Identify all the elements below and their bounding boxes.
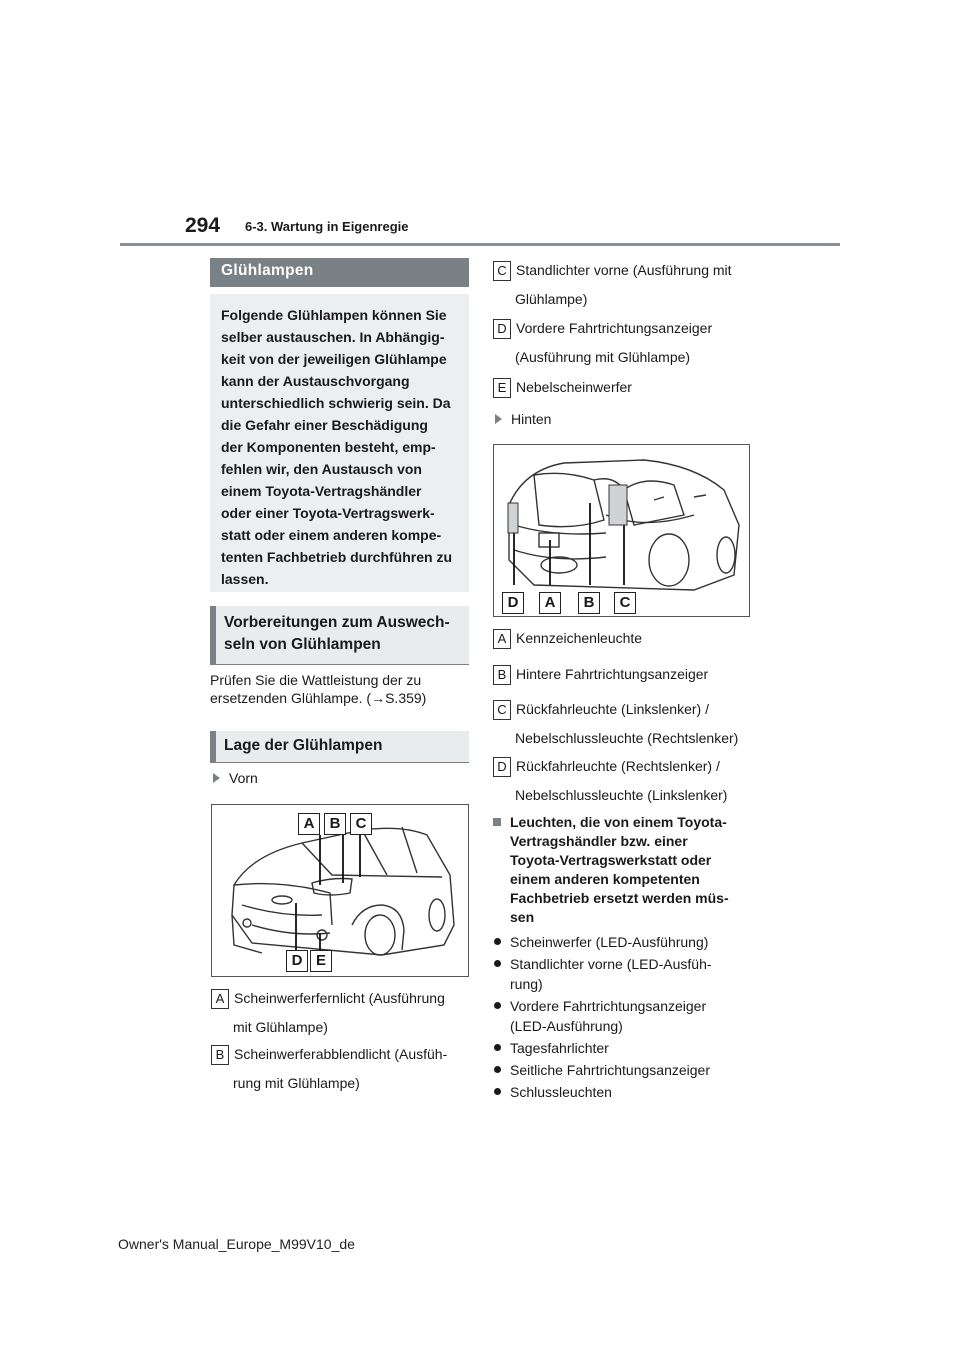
letter-badge: A: [493, 629, 511, 649]
letter-badge: B: [493, 665, 511, 685]
bullet-dot-icon: [494, 1066, 501, 1073]
letter-badge: A: [211, 989, 229, 1009]
front-item-e: E Nebelscheinwerfer: [493, 373, 755, 402]
footer-text: Owner's Manual_Europe_M99V10_de: [118, 1236, 355, 1252]
figure-label-e: E: [310, 950, 332, 972]
letter-badge: D: [493, 757, 511, 777]
dealer-heading: Leuchten, die von einem Toyota- Vertragshändler bzw. einer Toyota-Vertragswerkstatt oder einem anderen kompetenten Fachbetrieb ersetzt werden müs- sen: [490, 813, 775, 927]
front-item-a: A Scheinwerferfernlicht (Ausführung mit Glühlampe): [211, 984, 473, 1042]
list-item: Tagesfahrlichter: [490, 1038, 755, 1058]
intro-line: keit von der jeweiligen Glühlampe: [221, 351, 447, 367]
prep-line: ersetzenden Glühlampe. (→S.359): [210, 690, 427, 706]
figure-label-b: B: [578, 592, 600, 614]
dealer-list: [490, 932, 755, 1104]
bullet-dot-icon: [494, 938, 501, 945]
rear-item-b: B Hintere Fahrtrichtungsanzeiger: [493, 660, 755, 689]
page-number: 294: [185, 214, 221, 237]
list-item: Seitliche Fahrtrichtungsanzeiger: [490, 1060, 755, 1080]
prep-text: [210, 671, 470, 707]
intro-line: statt oder einem anderen kompe-: [221, 527, 442, 543]
rear-item-c: C Rückfahrleuchte (Linkslenker) / Nebelschlussleuchte (Rechtslenker): [493, 695, 755, 753]
rear-car-figure: [493, 444, 750, 617]
intro-line: die Gefahr einer Beschädigung: [221, 417, 428, 433]
intro-line: kann der Austauschvorgang: [221, 373, 410, 389]
rear-label: Hinten: [495, 410, 551, 428]
intro-line: unterschiedlich schwierig sein. Da: [221, 395, 451, 411]
front-car-figure: [211, 804, 469, 977]
heading-underline: [210, 762, 469, 763]
heading-gluehlampen: Glühlampen: [210, 258, 469, 287]
heading-line: seln von Glühlampen: [224, 636, 381, 653]
bullet-dot-icon: [494, 1002, 501, 1009]
bullet-dot-icon: [494, 1088, 501, 1095]
figure-label-c: C: [350, 813, 372, 835]
intro-line: fehlen wir, den Austausch von: [221, 461, 422, 477]
letter-badge: B: [211, 1045, 229, 1065]
heading-line: Vorbereitungen zum Auswech-: [224, 614, 450, 631]
letter-badge: D: [493, 319, 511, 339]
intro-line: der Komponenten besteht, emp-: [221, 439, 436, 455]
list-item: Schlussleuchten: [490, 1082, 755, 1102]
front-item-b: B Scheinwerferabblendlicht (Ausfüh- rung mit Glühlampe): [211, 1040, 473, 1098]
triangle-bullet-icon: [213, 773, 220, 783]
heading-underline: [210, 664, 469, 665]
list-item: Standlichter vorne (LED-Ausfüh- rung): [490, 954, 755, 994]
intro-line: tenten Fachbetrieb durchführen zu: [221, 549, 453, 565]
prep-line: Prüfen Sie die Wattleistung der zu: [210, 672, 422, 688]
figure-label-a: A: [539, 592, 561, 614]
rear-car-drawing: [494, 445, 749, 616]
square-bullet-icon: [493, 818, 501, 826]
front-item-c: C Standlichter vorne (Ausführung mit Glühlampe): [493, 256, 755, 314]
letter-badge: E: [493, 378, 511, 398]
figure-label-c: C: [614, 592, 636, 614]
figure-label-a: A: [298, 813, 320, 835]
intro-line: Folgende Glühlampen können Sie: [221, 307, 447, 323]
intro-line: oder einer Toyota-Vertragswerk-: [221, 505, 435, 521]
header-rule: [120, 243, 840, 246]
rear-item-d: D Rückfahrleuchte (Rechtslenker) / Nebelschlussleuchte (Linkslenker): [493, 752, 755, 810]
intro-panel: [210, 294, 469, 592]
heading-vorbereitungen: [210, 606, 469, 664]
front-item-d: D Vordere Fahrtrichtungsanzeiger (Ausführung mit Glühlampe): [493, 314, 755, 372]
intro-line: selber austauschen. In Abhängig-: [221, 329, 445, 345]
intro-line: einem Toyota-Vertragshändler: [221, 483, 422, 499]
bullet-dot-icon: [494, 960, 501, 967]
list-item: Scheinwerfer (LED-Ausführung): [490, 932, 755, 952]
letter-badge: C: [493, 261, 511, 281]
rear-item-a: A Kennzeichenleuchte: [493, 624, 755, 653]
bullet-dot-icon: [494, 1044, 501, 1051]
list-item: Vordere Fahrtrichtungsanzeiger (LED-Ausführung): [490, 996, 755, 1036]
section-title: 6-3. Wartung in Eigenregie: [245, 219, 409, 234]
figure-label-d: D: [286, 950, 308, 972]
front-label: Vorn: [213, 769, 258, 787]
intro-line: lassen.: [221, 571, 269, 587]
heading-lage: Lage der Glühlampen: [210, 731, 469, 762]
letter-badge: C: [493, 700, 511, 720]
triangle-bullet-icon: [495, 414, 502, 424]
figure-label-b: B: [324, 813, 346, 835]
figure-label-d: D: [502, 592, 524, 614]
